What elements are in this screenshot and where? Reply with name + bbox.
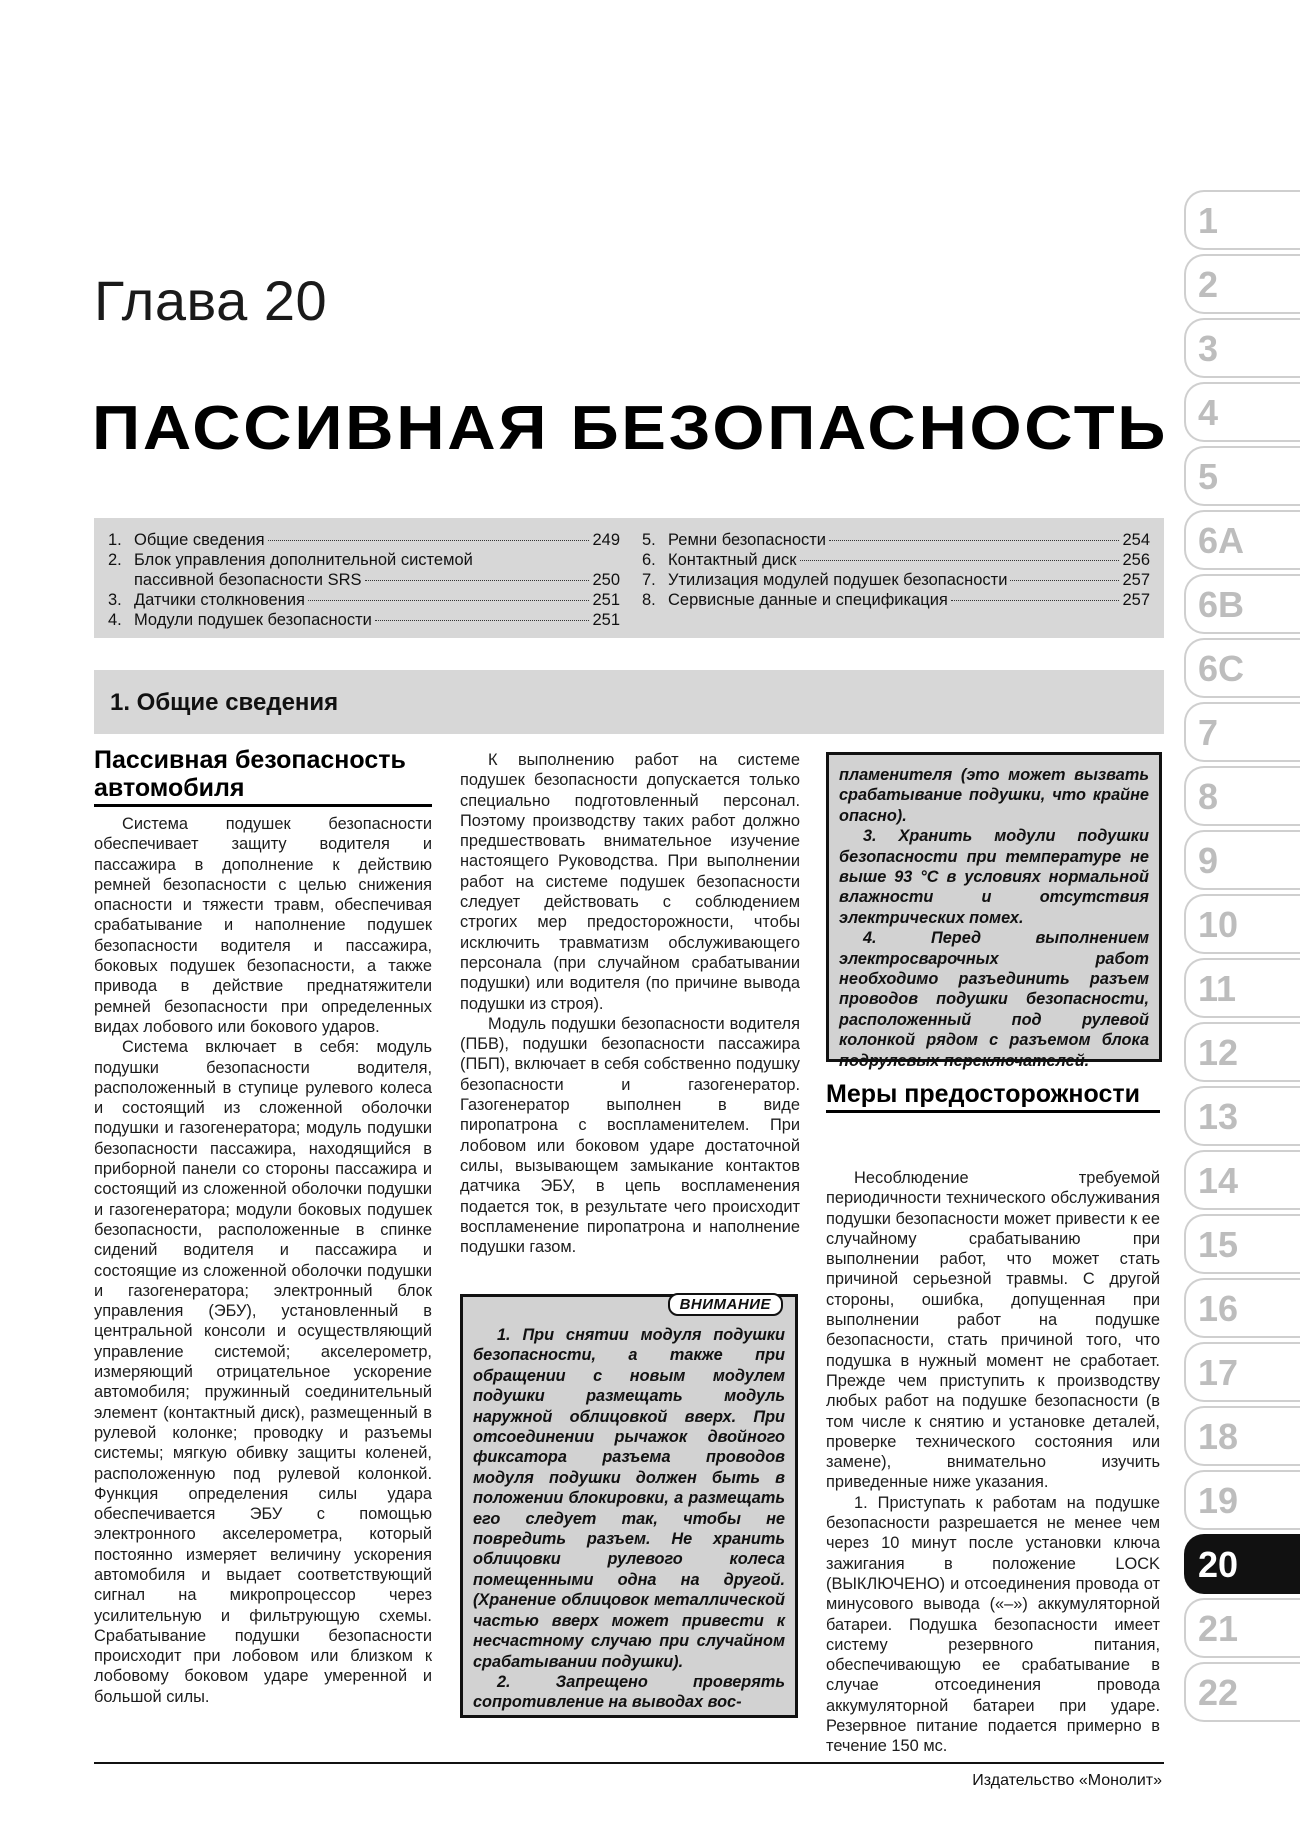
chapter-tab-3[interactable] [1184,318,1300,378]
tab-label: 2 [1198,264,1219,305]
tab-label: 19 [1198,1480,1239,1521]
tab-label: 10 [1198,904,1239,945]
tab-label: 18 [1198,1416,1239,1457]
tab-label: 21 [1198,1608,1239,1649]
chapter-tab-21[interactable] [1184,1598,1300,1658]
chapter-tab-13[interactable] [1184,1086,1300,1146]
toc-entry[interactable] [642,530,1150,550]
chapter-tab-10[interactable] [1184,894,1300,954]
chapter-tab-2[interactable] [1184,254,1300,314]
chapter-tab-6b[interactable] [1184,574,1300,634]
toc-title: Ремни безопасности [668,531,827,549]
chapter-tab-19[interactable] [1184,1470,1300,1530]
tab-label: 13 [1198,1096,1239,1137]
chapter-tab-18[interactable] [1184,1406,1300,1466]
chapter-tab-22[interactable] [1184,1662,1300,1722]
warning-box-continued [826,752,1162,1070]
toc-entry[interactable] [108,610,620,630]
tab-label: 1 [1198,200,1219,241]
warning-label: ВНИМАНИЕ [668,1293,783,1316]
toc-title: Утилизация модулей подушек безопасности [668,571,1008,589]
toc-number: 4. [108,611,122,629]
tab-label: 4 [1198,392,1219,433]
chapter-tab-17[interactable] [1184,1342,1300,1402]
toc-page: 249 [592,531,620,549]
tab-label: 20 [1198,1544,1239,1585]
chapter-tab-9[interactable] [1184,830,1300,890]
chapter-tab-6c[interactable] [1184,638,1300,698]
paragraph: Модуль подушки безопасности водителя (ПБВ), подушки безопасности пассажира (ПБП), включает в себя собственно подушку безопасности и газогенератор. Газогенератор выполнен в виде пиропатрона с воспламенителем. При лобовом или боковом ударе достаточной силы, вызывающем замыкание контактов датчика ЭБУ, в цепь воспламенения подается ток, в результате чего происходит воспламенение пиропатрона и наполнение подушки газом. [460,1014,800,1257]
subsection-heading: Меры предосторожности [826,1080,1160,1113]
toc-title-line1: Блок управления дополнительной системой [134,551,473,569]
tab-label: 8 [1198,776,1219,817]
toc-leader [268,540,590,541]
tab-label: 6B [1198,584,1245,625]
toc-title: Датчики столкновения [134,591,305,609]
warning-text [473,1325,785,1713]
chapter-tab-7[interactable] [1184,702,1300,762]
text-column-1 [94,814,432,1707]
table-of-contents [94,518,1164,638]
section-title: 1. Общие сведения [110,689,339,716]
chapter-tab-16[interactable] [1184,1278,1300,1338]
section-header [94,670,1164,734]
chapter-tab-6a[interactable] [1184,510,1300,570]
chapter-label: Глава 20 [94,269,328,332]
chapter-tab-1[interactable] [1184,190,1300,250]
tab-label: 6C [1198,648,1245,689]
tab-label: 3 [1198,328,1219,369]
toc-entry[interactable] [108,590,620,610]
tab-label: 5 [1198,456,1219,497]
tab-label: 11 [1198,968,1237,1009]
warning-box [460,1294,798,1718]
toc-column-right [642,530,1150,610]
tab-label: 7 [1198,712,1219,753]
toc-page: 257 [1122,571,1150,589]
chapter-tab-14[interactable] [1184,1150,1300,1210]
chapter-tab-12[interactable] [1184,1022,1300,1082]
tab-label: 14 [1198,1160,1239,1201]
chapter-tab-15[interactable] [1184,1214,1300,1274]
tab-label: 12 [1198,1032,1239,1073]
tab-label: 9 [1198,840,1219,881]
chapter-tab-11[interactable] [1184,958,1300,1018]
toc-entry[interactable] [642,590,1150,610]
toc-number: 2. [108,551,122,569]
chapter-tab-20[interactable] [1184,1534,1300,1594]
warning-text [839,765,1149,1071]
toc-leader [365,580,590,581]
toc-number: 6. [642,551,656,569]
toc-entry[interactable] [108,550,620,590]
warning-paragraph: 2. Запрещено проверять сопротивление на выводах вос- [473,1672,785,1712]
toc-leader [1010,580,1119,581]
warning-paragraph: 3. Хранить модули подушки безопасности при температуре не выше 93 °С в условиях нормальной влажности и отсутствия электрических помех. [839,827,1149,927]
text-column-2 [460,750,800,1257]
toc-number: 5. [642,531,656,549]
paragraph: 1. Приступать к работам на подушке безопасности разрешается не менее чем через 10 минут после установки ключа зажигания в положение LOCK (ВЫКЛЮЧЕНО) и отсоединения провода от минусового вывода («–») аккумуляторной батареи. Подушка безопасности имеет систему резервного питания, обеспечивающую ее срабатывание в случае отсоединения провода аккумуляторной батареи при ударе. Резервное питание подается примерно в течение 150 мс. [826,1493,1160,1756]
toc-title: Контактный диск [668,551,797,569]
toc-title: Общие сведения [134,531,265,549]
chapter-tab-8[interactable] [1184,766,1300,826]
toc-page: 251 [592,611,620,629]
paragraph: Система подушек безопасности обеспечивает защиту водителя и пассажира в дополнение к действию ремней безопасности с целью снижения опасности и тяжести травм, обеспечивая срабатывание и наполнение подушек безопасности водителя и пассажира, боковых подушек безопасности, а также привода в действие преднатяжители ремней безопасности при определенных видах лобового или бокового ударов. [94,815,432,1036]
toc-title: пассивной безопасности SRS [134,571,362,589]
tab-label: 15 [1198,1224,1239,1265]
toc-page: 256 [1122,551,1150,569]
toc-column-left [108,530,620,630]
page-title: ПАССИВНАЯ БЕЗОПАСНОСТЬ [92,394,1169,463]
toc-page: 257 [1122,591,1150,609]
paragraph: Система включает в себя: модуль подушки безопасности водителя, расположенный в ступице рулевого колеса и состоящий из сложенной оболочки подушки и газогенератора; модуль подушки безопасности пассажира, находящийся в приборной панели со стороны пассажира и состоящий из сложенной оболочки подушки и газогенератора; модули боковых подушек безопасности, расположенные в спинке сидений водителя и пассажира и состоящие из сложенной оболочки подушки и газогенератора; электронный блок управления (ЭБУ), установленный в центральной консоли и осуществляющий управление системой; акселерометр, измеряющий отрицательное ускорение автомобиля; пружинный соединительный элемент (контактный диск), размещенный в рулевой колонке; проводку и разъемы системы; мягкую обивку защиты коленей, расположенную под рулевой колонкой. Функция определения силы удара обеспечивается ЭБУ с помощью электронного акселерометра, который постоянно измеряет величину ускорения автомобиля и выдает соответствующий сигнал на микропроцессор через усилительную и фильтрующую схемы. Срабатывание подушки безопасности происходит при лобовом или близком к лобовому боковом ударе умеренной и большой силы. [94,1038,432,1706]
toc-number: 8. [642,591,656,609]
chapter-tabs [1184,190,1300,1726]
toc-number: 3. [108,591,122,609]
warning-paragraph: пламенителя (это может вызвать срабатывание подушки, что крайне опасно). [839,766,1149,825]
toc-entry[interactable] [108,530,620,550]
toc-page: 250 [592,571,620,589]
toc-page: 251 [592,591,620,609]
toc-number: 1. [108,531,122,549]
paragraph: К выполнению работ на системе подушек безопасности допускается только специально подготовленный персонал. Поэтому производству таких работ должно предшествовать внимательное изучение настоящего Руководства. При выполнении работ на системе подушек безопасности следует действовать с соблюдением строгих мер предосторожности, чтобы исключить травматизм обслуживающего персонала (при случайном срабатывании подушки) или водителя (по причине вывода подушки из строя). [460,751,800,1013]
toc-number: 7. [642,571,656,589]
toc-leader [375,620,590,621]
toc-leader [951,600,1120,601]
toc-entry[interactable] [642,550,1150,570]
toc-leader [308,600,589,601]
tab-label: 6A [1198,520,1245,561]
footer-divider [94,1762,1164,1764]
toc-leader [800,560,1120,561]
tab-label: 16 [1198,1288,1239,1329]
tab-label: 17 [1198,1352,1239,1393]
toc-entry[interactable] [642,570,1150,590]
warning-paragraph: 1. При снятии модуля подушки безопасности, а также при обращении с новым модулем подушки размещать модуль наружной облицовкой вверх. При отсоединении рычажок двойного фиксатора разъема проводов модуля подушки должен быть в положении блокировки, а размещать его следует так, чтобы не повредить разъем. Не хранить облицовки рулевого колеса помещенными одна на другой. (Хранение облицовок металлической частью вверх может привести к несчастному случаю при случайном срабатывании подушки). [473,1326,785,1671]
toc-leader [829,540,1119,541]
chapter-tab-4[interactable] [1184,382,1300,442]
toc-title: Сервисные данные и спецификация [668,591,948,609]
tab-label: 22 [1198,1672,1239,1713]
chapter-tab-5[interactable] [1184,446,1300,506]
subsection-heading: Пассивная безопасность автомобиля [94,746,432,807]
toc-page: 254 [1122,531,1150,549]
warning-paragraph: 4. Перед выполнением электросварочных работ необходимо разъединить разъем проводов подушки безопасности, расположенный под рулевой колонкой рядом с разъемом блока подрулевых переключателей. [839,929,1149,1070]
toc-title: Модули подушек безопасности [134,611,372,629]
paragraph: Несоблюдение требуемой периодичности технического обслуживания подушки безопасности может привести к ее случайному срабатыванию при выполнении работ, что может стать причиной серьезной травмы. С другой стороны, ошибка, допущенная при выполнении работ на подушке безопасности, стать причиной того, что подушка в нужный момент не сработает. Прежде чем приступить к производству любых работ на подушке безопасности (в том числе к снятию и установке деталей, проверке технического состояния или замене), внимательно изучить приведенные ниже указания. [826,1169,1160,1492]
text-column-3 [826,1168,1160,1757]
publisher-name: Издательство «Монолит» [972,1772,1162,1789]
